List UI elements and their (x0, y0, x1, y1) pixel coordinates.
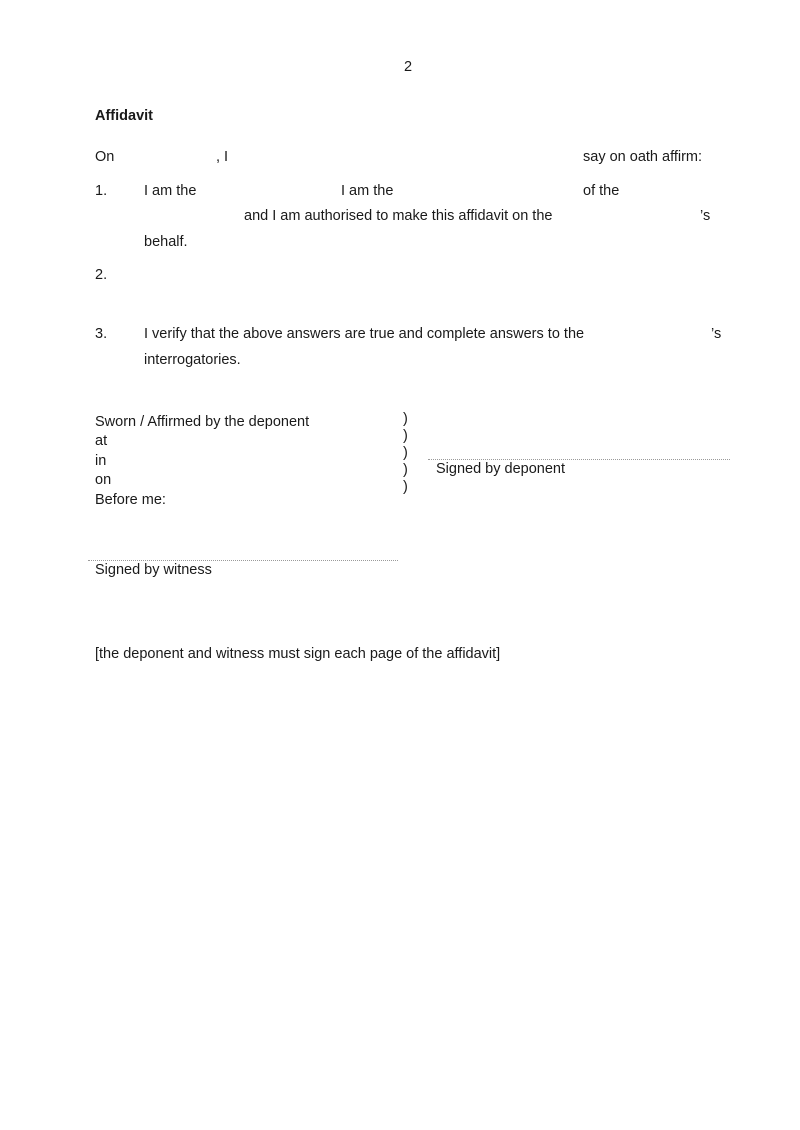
jurat-bracket: ) (403, 445, 408, 461)
jurat-bracket: ) (403, 462, 408, 478)
para1-number: 1. (95, 183, 108, 199)
jurat-in: in (95, 453, 107, 469)
deponent-signature-line (428, 459, 730, 460)
jurat-at: at (95, 433, 108, 449)
jurat-before-me: Before me: (95, 492, 166, 508)
jurat-bracket: ) (403, 411, 408, 427)
footer-note: [the deponent and witness must sign each page of the affidavit] (95, 646, 501, 662)
para3-possessive: ’s (711, 326, 722, 342)
page-number: 2 (404, 59, 413, 75)
para1-i-am-the-1: I am the (144, 183, 197, 199)
witness-signature-line (88, 560, 398, 561)
jurat-on: on (95, 472, 112, 488)
para3-continuation: interrogatories. (144, 352, 241, 368)
para2-number: 2. (95, 267, 108, 283)
para1-authorised: and I am authorised to make this affidavit on the (244, 208, 553, 224)
jurat-bracket: ) (403, 428, 408, 444)
para3-text: I verify that the above answers are true and complete answers to the (144, 326, 585, 342)
jurat-sworn: Sworn / Affirmed by the deponent (95, 414, 310, 430)
intro-on: On (95, 149, 115, 165)
para1-of-the: of the (583, 183, 620, 199)
para3-number: 3. (95, 326, 108, 342)
witness-signature-label: Signed by witness (95, 562, 212, 578)
affidavit-heading: Affidavit (95, 108, 153, 124)
deponent-signature-label: Signed by deponent (436, 461, 565, 477)
intro-comma-i: , I (216, 149, 229, 165)
para1-i-am-the-2: I am the (341, 183, 394, 199)
jurat-bracket: ) (403, 479, 408, 495)
para1-possessive: ’s (700, 208, 711, 224)
intro-oath: say on oath affirm: (583, 149, 703, 165)
para1-behalf: behalf. (144, 234, 188, 250)
